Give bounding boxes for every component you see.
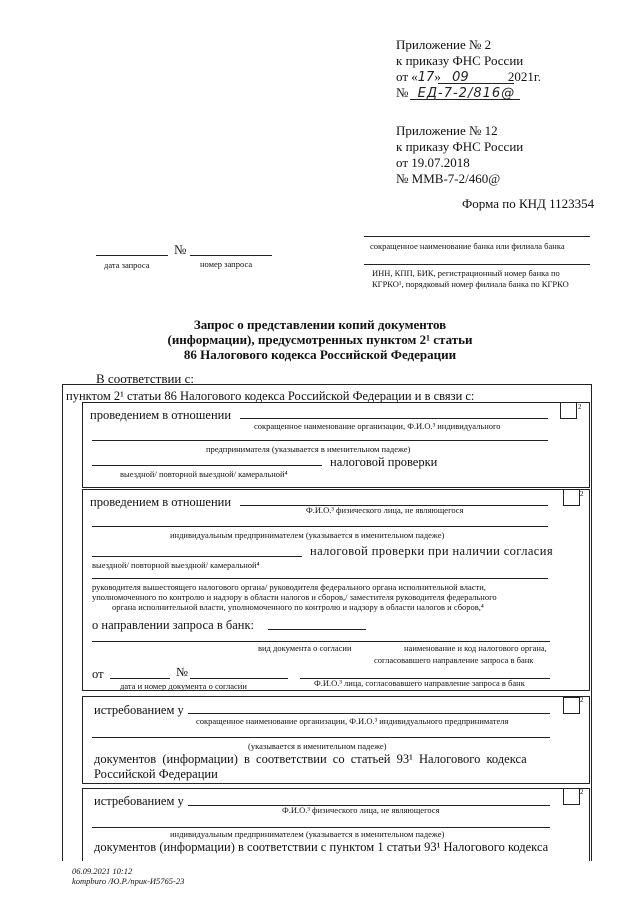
section1-checkbox[interactable] [560,402,577,419]
footer-line1: 06.09.2021 10:12 [72,866,133,876]
appendix2-num-value: ЕД-7-2/816@ [417,86,516,101]
section4-body1: документов (информации) в соответствии с пунктом 1 статьи 93¹ Налогового кодекса [94,840,549,854]
section1-tail: налоговой проверки [330,455,438,469]
section2-from-number-field [190,678,288,679]
request-date-label: дата запроса [104,260,150,270]
section2-cap9: дата и номер документа о согласии [120,681,247,691]
appendix2-date-prefix: от « [396,69,418,84]
request-number-field [190,255,272,256]
appendix12-line4: № ММВ-7-2/460@ [396,171,501,186]
request-number-label: номер запроса [200,259,253,269]
appendix2-date-month: 09 [452,70,469,85]
section2-direction-field [268,629,366,630]
appendix12-line3: от 19.07.2018 [396,155,470,170]
section2-cap4: руководителя вышестоящего налогового органа/ руководителя федерального органа исполнительной власти, [92,582,486,592]
intro-line2: пунктом 2¹ статьи 86 Налогового кодекса Российской Федерации и в связи с: [66,389,475,403]
section2-doc-field [92,641,550,642]
section4-lead: истребованием у [94,794,184,808]
section3-body2: Российской Федерации [94,767,218,781]
appendix2-line2: к приказу ФНС России [396,53,524,68]
section2-person-field-2 [92,526,548,527]
appendix2-num-underline [410,99,520,100]
section2-type-field [92,556,302,557]
section2-consent-field [92,578,548,579]
section4-cap1: Ф.И.О.³ физического лица, не являющегося [282,805,440,815]
bank-ids-label-1: ИНН, КПП, БИК, регистрационный номер банка по [372,268,560,278]
section2-lead: проведением в отношении [90,495,232,509]
section2-direction: о направлении запроса в банк: [92,618,255,632]
bank-name-label: сокращенное наименование банка или филиала банка [370,241,565,251]
section2-mark: 2 [580,490,584,498]
footer-line2: kompburo /Ю.Р./прик-И5765-23 [72,876,185,886]
section2-cap5: уполномоченного по контролю и надзору в области налогов и сборов,/ заместителя руководителя федерального [92,592,497,602]
section3-body1: документов (информации) в соответствии со статьей 93¹ Налогового кодекса [94,752,527,766]
section4-person-field-2 [92,827,550,828]
title-line2: (информации), предусмотренных пунктом 2¹ статьи [167,332,473,347]
appendix2-date-year: 2021 [507,69,534,84]
title-line3: 86 Налогового кодекса Российской Федерации [183,347,457,362]
section1-cap2: предпринимателя (указывается в именительном падеже) [206,444,411,454]
appendix2-date-underline [438,83,514,84]
section2-cap6: органа исполнительной власти, уполномоченного по контролю и надзору в области налогов и сборов,⁴ [112,602,484,612]
section1-cap1: сокращенное наименование организации, Ф.И.О.³ индивидуального [254,421,501,431]
section3-entity-field-2 [92,737,550,738]
appendix12-line2: к приказу ФНС России [396,139,524,154]
section2-tail: налоговой проверки при наличии согласия [310,544,553,558]
section3-entity-field [188,713,550,714]
appendix2-date-suffix: г. [533,69,541,84]
title-line1: Запрос о представлении копий документов [193,317,447,332]
appendix2-date-day: 17 [417,70,435,85]
section2-cap8b: согласовавшего направление запроса в банк [374,655,534,665]
appendix2-date-mid: » [434,69,441,84]
bank-ids-field [364,264,590,265]
section1-lead: проведением в отношении [90,408,232,422]
appendix12-line1: Приложение № 12 [396,123,498,138]
appendix2-line1: Приложение № 2 [396,37,492,52]
section4-checkbox[interactable] [563,788,580,805]
section1-entity-field [240,418,548,419]
section1-type-field [92,465,322,466]
section3-lead: истребованием у [94,703,184,717]
footer-stamp [72,866,184,886]
section1-mark: 2 [578,403,582,411]
section3-mark: 2 [580,696,584,704]
section2-checkbox[interactable] [563,489,580,506]
section2-cap7: вид документа о согласии [258,643,352,653]
section2-cap2: индивидуальным предпринимателем (указывается в именительном падеже) [170,530,445,540]
intro-line1: В соответствии с: [96,371,195,386]
section4-cap2: индивидуальным предпринимателем (указывается в именительном падеже) [170,829,445,839]
section2-cap3: выездной/ повторной выездной/ камеральной⁴ [92,560,260,570]
section2-cap8a: наименование и код налогового органа, [404,643,547,653]
section2-cap10: Ф.И.О.³ лица, согласовавшего направление запроса в банк [314,678,525,688]
section1-entity-field-2 [92,440,548,441]
section2-from: от [92,667,104,681]
form-code: Форма по КНД 1123354 [462,196,595,211]
section2-num-sign: № [176,665,188,679]
section2-from-date-field [110,678,170,679]
bank-ids-label-2: КГРКО¹, порядковый номер филиала банка по КГРКО [372,279,569,289]
request-num-sign: № [174,242,187,257]
section3-cap1: сокращенное наименование организации, Ф.И.О.³ индивидуального предпринимателя [196,716,509,726]
section3-cap2: (указывается в именительном падеже) [248,741,387,751]
appendix2-num-prefix: № [396,85,409,100]
section3-checkbox[interactable] [563,697,580,714]
bank-name-field [364,236,590,237]
request-date-field [96,255,168,256]
section1-cap3: выездной/ повторной выездной/ камеральной⁴ [120,469,288,479]
section2-cap1: Ф.И.О.³ физического лица, не являющегося [306,505,464,515]
section4-mark: 2 [580,788,584,796]
